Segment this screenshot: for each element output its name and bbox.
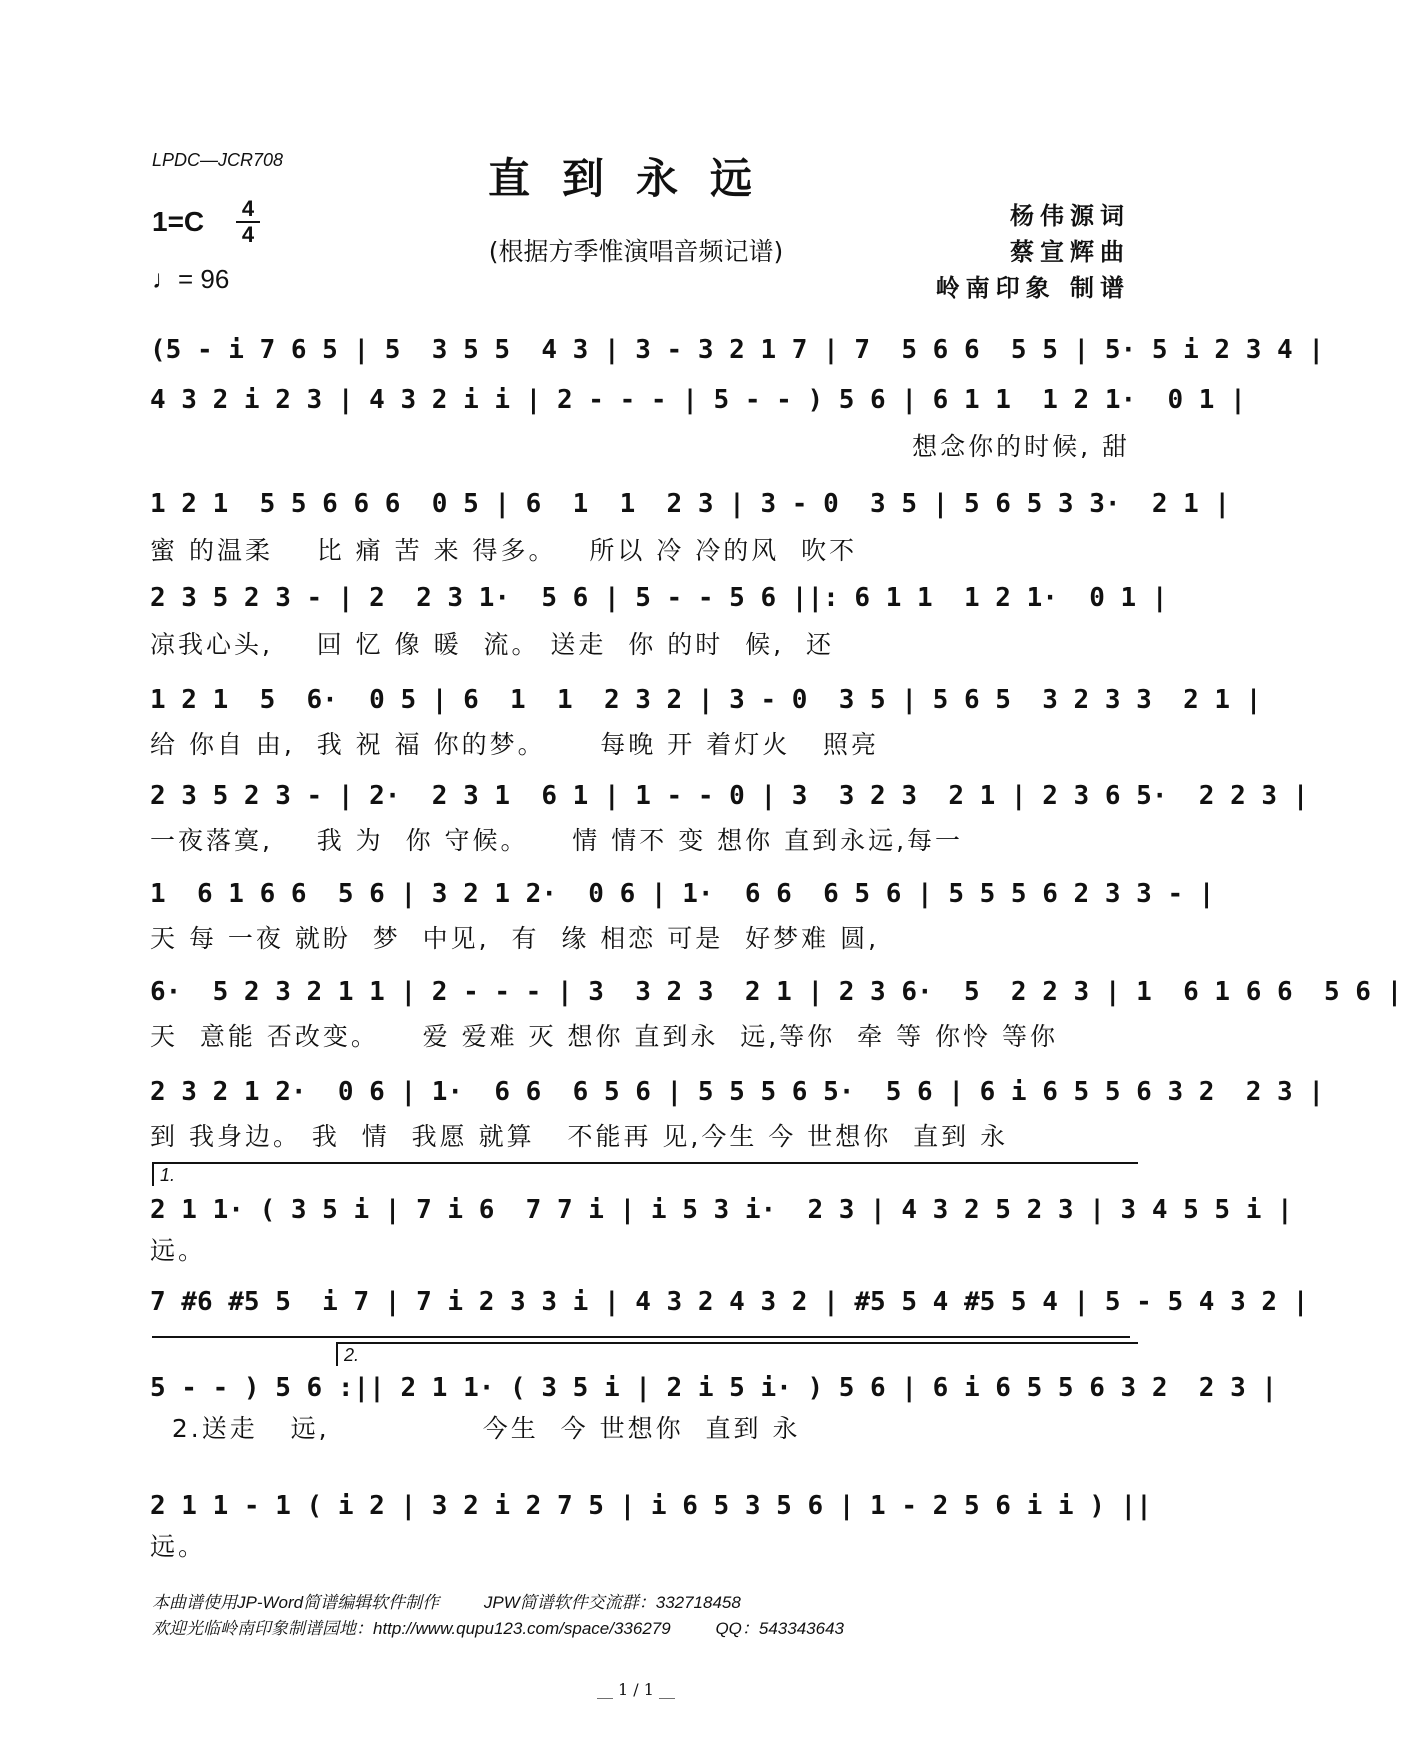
time-signature-bottom: 4 [241, 222, 255, 247]
footer-qq-note: QQ：543343643 [715, 1619, 844, 1638]
lyrics-line: 2.送走 远, 今生 今 世想你 直到 永 [150, 1414, 801, 1443]
notation-line: 6· 5 2 3 2 1 1 | 2 - - - | 3 3 2 3 2 1 | 2 3 6· 5 2 2 3 | 1 6 1 6 6 5 6 | [150, 977, 1402, 1007]
notation-line: 2 3 5 2 3 - | 2· 2 3 1 6 1 | 1 - - 0 | 3 3 2 3 2 1 | 2 3 6 5· 2 2 3 | [150, 781, 1309, 811]
footer-software-note: 本曲谱使用JP-Word简谱编辑软件制作 [152, 1593, 440, 1612]
notation-line: 1 2 1 5 5 6 6 6 0 5 | 6 1 1 2 3 | 3 - 0 3 5 | 5 6 5 3 3· 2 1 | [150, 489, 1231, 519]
notation-line: 2 3 2 1 2· 0 6 | 1· 6 6 6 5 6 | 5 5 5 6 5· 5 6 | 6 i 6 5 5 6 3 2 2 3 | [150, 1077, 1324, 1107]
footer-group-note: JPW简谱软件交流群：332718458 [483, 1593, 741, 1612]
page-number: __ 1 / 1 __ [596, 1680, 676, 1699]
notation-line: 2 3 5 2 3 - | 2 2 3 1· 5 6 | 5 - - 5 6 ||: 6 1 1 1 2 1· 0 1 | [150, 583, 1168, 613]
volta-label: 2. [344, 1345, 360, 1365]
footer-notes [152, 1590, 884, 1642]
time-signature [236, 198, 260, 246]
notation-line: 5 - - ) 5 6 :|| 2 1 1· ( 3 5 i | 2 i 5 i· ) 5 6 | 6 i 6 5 5 6 3 2 2 3 | [150, 1373, 1278, 1403]
notation-line: 2 1 1 - 1 ( i 2 | 3 2 i 2 7 5 | i 6 5 3 5 6 | 1 - 2 5 6 i i ) || [150, 1491, 1152, 1521]
song-title: 直到永远 [487, 154, 784, 203]
composer-credit: 蔡宣辉曲 [1010, 238, 1130, 266]
lyrics-line: 到 我身边。 我 情 我愿 就算 不能再 见,今生 今 世想你 直到 永 [150, 1122, 1009, 1151]
notation-line: (5 - i 7 6 5 | 5 3 5 5 4 3 | 3 - 3 2 1 7 | 7 5 6 6 5 5 | 5· 5 i 2 3 4 | [150, 335, 1324, 365]
lyrics-line: 远。 [150, 1532, 207, 1561]
lyrics-line: 想念你的时候, 甜 [912, 432, 1130, 461]
notation-line: 1 2 1 5 6· 0 5 | 6 1 1 2 3 2 | 3 - 0 3 5 | 5 6 5 3 2 3 3 2 1 | [150, 685, 1262, 715]
key-signature: 1=C [152, 206, 205, 237]
lyrics-line: 天 意能 否改变。 爱 爱难 灭 想你 直到永 远,等你 牵 等 你怜 等你 [150, 1022, 1058, 1051]
lyrics-line: 凉我心头, 回 忆 像 暖 流。 送走 你 的时 候, 还 [150, 630, 834, 659]
volta-rule [152, 1336, 1130, 1338]
footer-website-note: 欢迎光临岭南印象制谱园地：http://www.qupu123.com/space/336279 [152, 1619, 671, 1638]
song-subtitle: (根据方季惟演唱音频记谱) [488, 237, 784, 266]
volta-bracket-2 [336, 1342, 1138, 1366]
lyrics-line: 远。 [150, 1236, 207, 1265]
notation-line: 4 3 2 i 2 3 | 4 3 2 i i | 2 - - - | 5 - - ) 5 6 | 6 1 1 1 2 1· 0 1 | [150, 385, 1246, 415]
lyrics-line: 蜜 的温柔 比 痛 苦 来 得多。 所以 冷 冷的风 吹不 [150, 536, 858, 565]
lyrics-line: 天 每 一夜 就盼 梦 中见, 有 缘 相恋 可是 好梦难 圆, [150, 924, 880, 953]
lyrics-line: 给 你自 由, 我 祝 福 你的梦。 每晚 开 着灯火 照亮 [150, 730, 880, 759]
arranger-credit: 岭南印象 制谱 [935, 274, 1130, 302]
notation-line: 1 6 1 6 6 5 6 | 3 2 1 2· 0 6 | 1· 6 6 6 5 6 | 5 5 5 6 2 3 3 - | [150, 879, 1215, 909]
notation-line: 2 1 1· ( 3 5 i | 7 i 6 7 7 i | i 5 3 i· 2 3 | 4 3 2 5 2 3 | 3 4 5 5 i | [150, 1195, 1293, 1225]
time-signature-top: 4 [241, 196, 255, 221]
volta-label: 1. [160, 1165, 176, 1185]
score-code: LPDC—JCR708 [152, 150, 284, 170]
credits [936, 198, 1130, 306]
tempo-marking: ♩= 96 [152, 264, 230, 294]
lyrics-line: 一夜落寞, 我 为 你 守候。 情 情不 变 想你 直到永远,每一 [150, 826, 964, 855]
notation-line: 7 #6 #5 5 i 7 | 7 i 2 3 3 i | 4 3 2 4 3 2 | #5 5 4 #5 5 4 | 5 - 5 4 3 2 | [150, 1287, 1309, 1317]
lyricist-credit: 杨伟源词 [1010, 202, 1130, 230]
volta-bracket-1 [152, 1162, 1138, 1186]
